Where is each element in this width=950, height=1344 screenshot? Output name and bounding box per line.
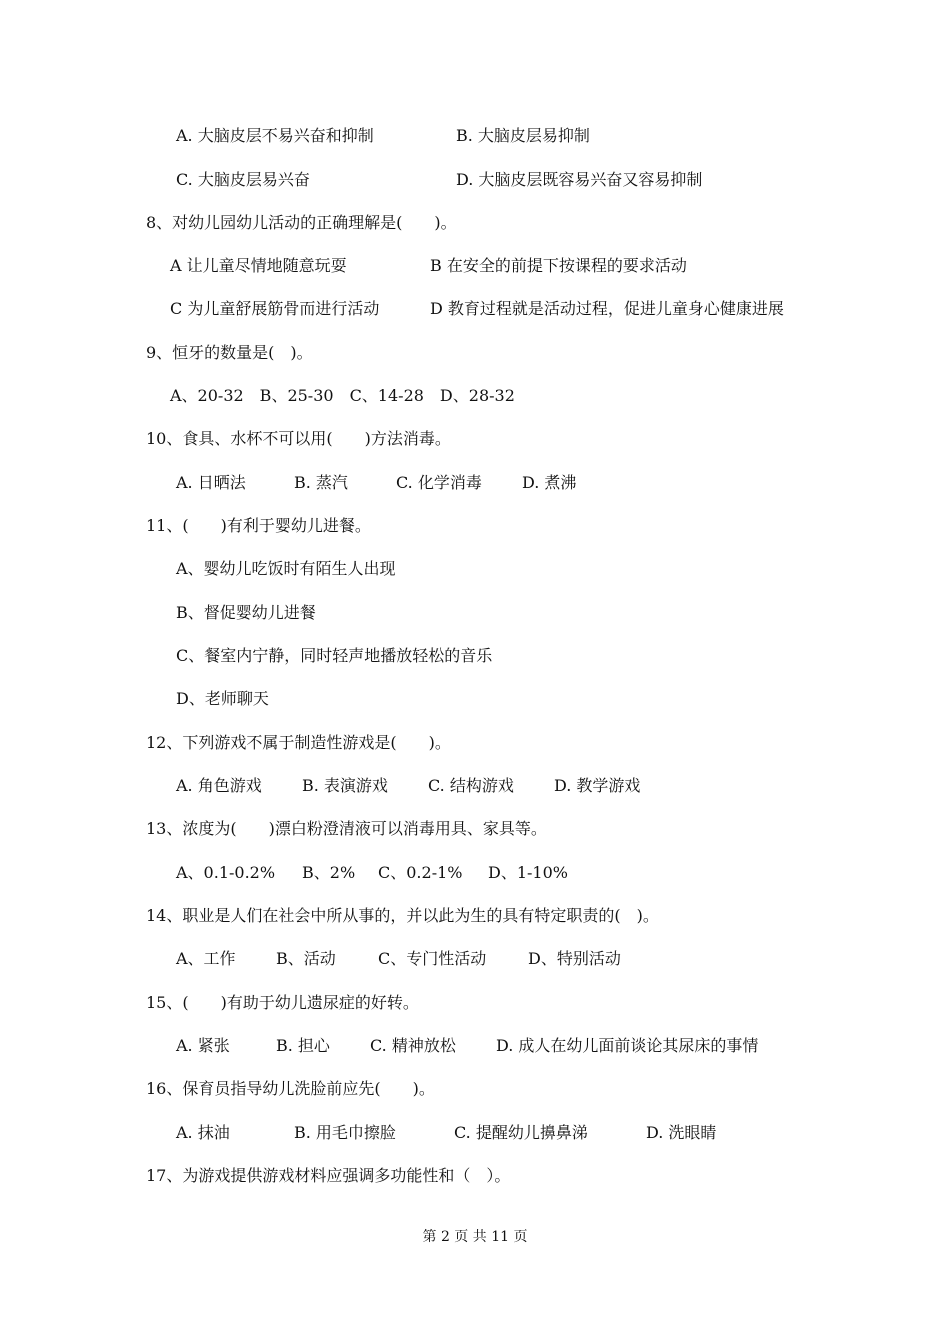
q14-option-a: A、工作 (176, 949, 236, 968)
q10-option-d: D. 煮沸 (522, 473, 577, 492)
q11-option-c: C、餐室内宁静，同时轻声地播放轻松的音乐 (176, 646, 493, 665)
q11-option-b: B、督促婴幼儿进餐 (176, 603, 316, 622)
q14-option-d: D、特别活动 (528, 949, 621, 968)
q10-option-b: B. 蒸汽 (294, 473, 348, 492)
q16-option-d: D. 洗眼睛 (646, 1123, 717, 1142)
q15-option-a: A. 紧张 (176, 1036, 230, 1055)
q14-option-c: C、专门性活动 (378, 949, 487, 968)
q12-option-d: D. 教学游戏 (554, 776, 641, 795)
q11-option-d: D、老师聊天 (176, 689, 269, 708)
q15-option-b: B. 担心 (276, 1036, 330, 1055)
q11-stem: 11、( )有利于婴幼儿进餐。 (146, 516, 371, 535)
q16-option-c: C. 提醒幼儿擤鼻涕 (454, 1123, 588, 1142)
q16-stem: 16、保育员指导幼儿洗脸前应先( )。 (146, 1079, 435, 1098)
q13-option-c: C、0.2-1% (378, 863, 463, 882)
q10-option-a: A. 日晒法 (176, 473, 246, 492)
q8-option-b: B 在安全的前提下按课程的要求活动 (430, 256, 687, 275)
q10-option-c: C. 化学消毒 (396, 473, 482, 492)
q16-option-b: B. 用毛巾擦脸 (294, 1123, 396, 1142)
q7-option-a: A. 大脑皮层不易兴奋和抑制 (176, 126, 374, 145)
q17-stem: 17、为游戏提供游戏材料应强调多功能性和（ ）。 (146, 1166, 511, 1185)
q13-stem: 13、浓度为( )漂白粉澄清液可以消毒用具、家具等。 (146, 819, 547, 838)
q9-stem: 9、恒牙的数量是( )。 (146, 343, 313, 362)
q10-stem: 10、食具、水杯不可以用( )方法消毒。 (146, 429, 451, 448)
q7-option-d: D. 大脑皮层既容易兴奋又容易抑制 (456, 170, 703, 189)
q12-stem: 12、下列游戏不属于制造性游戏是( )。 (146, 733, 451, 752)
q8-option-d: D 教育过程就是活动过程，促进儿童身心健康进展 (430, 299, 784, 318)
q13-option-a: A、0.1-0.2% (176, 863, 276, 882)
q9-options: A、20-32 B、25-30 C、14-28 D、28-32 (170, 386, 515, 405)
page-footer: 第 2 页 共 11 页 (422, 1229, 528, 1245)
q15-option-c: C. 精神放松 (370, 1036, 456, 1055)
q11-option-a: A、婴幼儿吃饭时有陌生人出现 (176, 559, 396, 578)
q7-option-c: C. 大脑皮层易兴奋 (176, 170, 310, 189)
q14-stem: 14、职业是人们在社会中所从事的，并以此为生的具有特定职责的( )。 (146, 906, 659, 925)
q12-option-c: C. 结构游戏 (428, 776, 514, 795)
q12-option-a: A. 角色游戏 (176, 776, 262, 795)
q15-option-d: D. 成人在幼儿面前谈论其尿床的事情 (496, 1036, 759, 1055)
q8-option-a: A 让儿童尽情地随意玩耍 (170, 256, 347, 275)
q8-option-c: C 为儿童舒展筋骨而进行活动 (170, 299, 380, 318)
q13-option-d: D、1-10% (488, 863, 568, 882)
q8-stem: 8、对幼儿园幼儿活动的正确理解是( )。 (146, 213, 457, 232)
q15-stem: 15、( )有助于幼儿遗尿症的好转。 (146, 993, 419, 1012)
q16-option-a: A. 抹油 (176, 1123, 230, 1142)
q14-option-b: B、活动 (276, 949, 336, 968)
q12-option-b: B. 表演游戏 (302, 776, 388, 795)
q7-option-b: B. 大脑皮层易抑制 (456, 126, 590, 145)
q13-option-b: B、2% (302, 863, 356, 882)
